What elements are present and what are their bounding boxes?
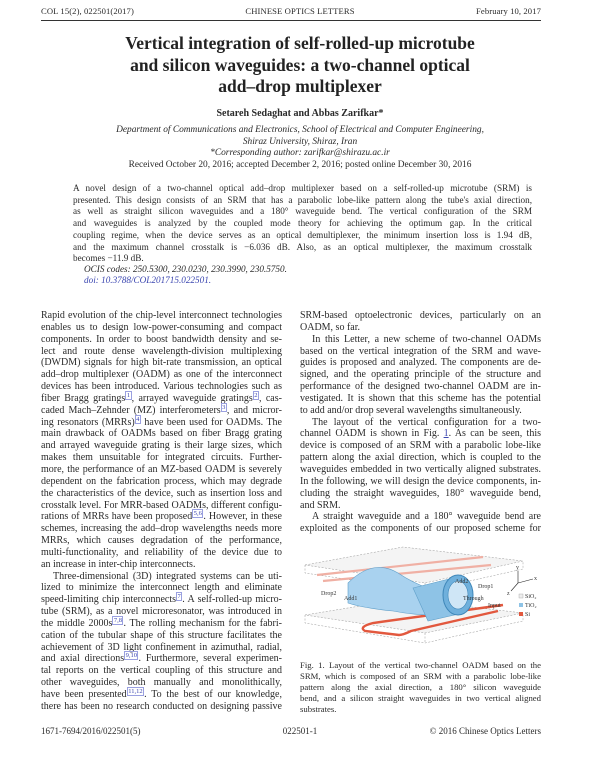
text-line: tube (SRM), as a novel microresonator, was introduced in (41, 606, 282, 618)
text-line: SRM, which is composed of an SRM with a parabolic lobe-like (300, 671, 541, 681)
text-line: signed, and the operating principle of the structure and (300, 369, 541, 381)
paragraph (41, 571, 282, 713)
figure-1-oadm-layout (303, 543, 541, 648)
figure-legend (519, 594, 537, 618)
label-add2: Add2 (455, 579, 469, 585)
legend-swatch-tio2 (519, 603, 523, 607)
citation-link[interactable]: 2 (254, 391, 258, 399)
text-line: multi-functionality, and reliability of the device due to (41, 546, 282, 558)
paper-title (60, 33, 540, 98)
text-line: crosstalk level. For MRR-based OADMs, different configu- (41, 499, 282, 511)
citation-link[interactable]: 4 (136, 415, 140, 423)
text-line: to add and/or drop several wavelengths simultaneously. (300, 404, 522, 416)
text-line: OADM, so far. (300, 321, 360, 333)
text-line: Rapid evolution of the chip-level interconnect technologies (41, 310, 282, 321)
header-journal: CHINESE OPTICS LETTERS (245, 6, 355, 16)
right-column-body (300, 310, 541, 535)
text-line: and waveguides is analyzed by the coupled mode theory for achieving the optimum gap. In the critical (73, 218, 532, 229)
text-line: schemes, increasing the add–drop wavelengths needs more (41, 523, 282, 535)
text-line: as well as straight silicon waveguides and a 180° waveguide bend. The vertical configuration of the SRM (73, 206, 532, 217)
citation-link[interactable]: 11,12 (128, 688, 143, 695)
paragraph (300, 511, 541, 535)
label-drop2: Drop2 (321, 591, 337, 597)
axis-label-x: x (534, 576, 537, 582)
text-line: dependent on the fabrication process, which may degrade (41, 475, 282, 487)
title-line: Vertical integration of self-rolled-up microtube (125, 33, 475, 53)
text-line: fiber Bragg gratings $^1$ , arrayed waveguide gratings $^2$ , cas- (41, 391, 282, 404)
text-line: and the maximum channel crosstalk is −6.036 dB. Also, as an optical multiplexer, the maximum crosstalk (73, 241, 532, 252)
citation-link[interactable]: 9,10 (125, 652, 137, 660)
text-line: cation of the tubular shape of this structure facilitates the (41, 629, 282, 641)
corresponding-author: *Corresponding author: zarifkar@shirazu.ac.ir (210, 148, 390, 159)
label-drop1: Drop1 (478, 584, 494, 590)
left-column-body (41, 310, 282, 713)
text-line: MRRs, which causes degradation of the performance, (41, 535, 282, 547)
legend-sio2: SiO₂ (525, 594, 537, 600)
text-line: Three-dimensional (3D) integrated systems can be uti- (53, 570, 282, 582)
coordinate-axes (511, 571, 533, 591)
doi-link[interactable]: doi: 10.3788/COL201715.022501. (84, 275, 212, 285)
legend-swatch-sio2 (519, 594, 523, 598)
ocis-codes: OCIS codes: 250.5300, 230.0230, 230.3990, 230.5750. (84, 264, 287, 274)
text-line: rations of MRRs have been proposed $^{5,6}$ . However, in these (41, 510, 282, 523)
footer-page-number: 022501-1 (282, 726, 318, 736)
figure-link[interactable]: 1 (443, 428, 449, 440)
text-line: achievement of 3D light confinement in azimuthal, radial, (41, 641, 282, 653)
citation-link[interactable]: 3 (222, 403, 226, 411)
text-line: speed-limiting chip interconnects $^7$ . A self-rolled-up micro- (41, 593, 282, 606)
text-line: cluding the straight waveguides, 180° waveguide bend, (300, 487, 541, 499)
legend-tio2: TiO₂ (525, 603, 537, 609)
paragraph (41, 310, 282, 571)
label-through: Through (463, 596, 484, 602)
text-line: ing resonators (MRRs) $^4$ have been used for OADMs. The (41, 415, 282, 428)
legend-si: Si (525, 612, 531, 618)
text-line: other waveguides, both manually and monolithically, (41, 677, 282, 689)
text-line: A straight waveguide and a 180° waveguide bend are (312, 511, 541, 523)
text-line: an increase in inter-chip interconnects. (41, 558, 196, 570)
text-line: guides is proposed and analyzed. The components are de- (300, 357, 541, 369)
text-line: more, the performance of an MZ-based OADM is severely (41, 463, 282, 475)
text-line: device is composed of an SRM with a parabolic lobe-like (300, 440, 541, 452)
header-date: February 10, 2017 (476, 6, 541, 16)
text-line: lized to minimize the interconnect length and eliminate (41, 582, 282, 594)
text-line: Fig. 1. Layout of the vertical two-channel OADM based on the (300, 660, 541, 670)
label-add1: Add1 (344, 596, 358, 602)
text-line: have been presented $^{11,12}$ . To the best of our knowledge, (41, 688, 282, 700)
text-line: the characteristics of the device, such as insertion loss and (41, 487, 282, 499)
text-line: A novel design of a two-channel optical add–drop multiplexer based on a self-rolled-up microtube (SRM) is (73, 183, 532, 193)
text-line: pattern along the axial direction, a 180° silicon waveguide (300, 682, 541, 692)
title-line: add–drop multiplexer (218, 76, 382, 96)
paragraph (300, 417, 541, 512)
text-line: becomes −11.9 dB. (73, 253, 144, 264)
citation-link[interactable]: 1 (126, 391, 131, 399)
text-line: pattern along the axial direction, which is coupled to the (300, 452, 541, 464)
abstract (73, 183, 532, 265)
text-line: add–drop multiplexer (OADM) as one of the interconnect (41, 369, 282, 381)
figure-1-caption (300, 660, 541, 715)
text-line: In this Letter, a new scheme of two-channel OADMs (312, 333, 541, 345)
header-citation: COL 15(2), 022501(2017) (41, 6, 134, 16)
header-rule (41, 20, 541, 21)
text-line: components. In order to boost bandwidth density and se- (41, 333, 282, 345)
text-line: and SRM. (300, 499, 341, 511)
authors: Setareh Sedaghat and Abbas Zarifkar* (216, 108, 384, 119)
text-line: waveguides embedded in two vertically aligned substrates. (300, 463, 541, 475)
affiliation (0, 125, 600, 160)
axis-label-y: y (516, 565, 519, 571)
text-line: lect and route dense wavelength-division multiplexing (41, 345, 282, 357)
text-line: presented. This design consists of an SRM that has a parabolic lobe-like pattern along the tube's axial direction, (73, 194, 532, 205)
paragraph (300, 334, 541, 417)
text-line: and arrayed waveguide grating is their large sizes, which (41, 440, 282, 452)
text-line: devices has been introduced. Various technologies such as (41, 381, 282, 393)
text-line: In the following, we will design the device components, in- (300, 475, 541, 487)
legend-swatch-si (519, 612, 523, 616)
citation-link[interactable]: 7 (177, 593, 181, 601)
affiliation-line: Shiraz University, Shiraz, Iran (242, 136, 358, 147)
text-line: there has been no research conducted on designing passive (41, 700, 282, 712)
text-line: based on the vertical integration of the SRM and wave- (300, 345, 541, 357)
text-line: (DWDM) signals for high bit-rate transmission, an optical (41, 357, 282, 369)
text-line: and axial directions $^{9,10}$ . Furthermore, several experimen- (41, 652, 282, 665)
text-line: substrates. (300, 704, 337, 714)
footer-copyright: © 2016 Chinese Optics Letters (429, 726, 541, 736)
text-line: The layout of the vertical configuration for a two- (312, 416, 541, 428)
affiliation-line: Department of Communications and Electronics, School of Electrical and Computer Engineering, (116, 125, 484, 135)
text-line: bend, and a silicon straight waveguides in two vertical aligned (300, 693, 541, 703)
text-line: channel OADM is shown in Fig. 1. As can be seen, this (300, 428, 541, 440)
text-line: exploited as the components of our proposed scheme for (300, 523, 541, 535)
label-input: Input (488, 603, 501, 609)
text-line: caded Mach–Zehnder (MZ) interferometers $^3$ , and micror- (41, 403, 282, 416)
citation-link[interactable]: 5,6 (193, 510, 202, 518)
footer-issn: 1671-7694/2016/022501(5) (41, 726, 141, 736)
received-dates: Received October 20, 2016; accepted December 2, 2016; posted online December 30, 2016 (128, 160, 472, 170)
axis-label-z: z (507, 591, 510, 597)
paragraph (300, 310, 541, 334)
text-line: vestigated. It is shown that this scheme has the potential (300, 392, 541, 404)
text-line: enables us to design low-power-consuming and compact (41, 321, 282, 333)
text-line: SRM-based optoelectronic devices, particularly on an (300, 310, 541, 321)
title-line: and silicon waveguides: a two-channel optical (130, 54, 470, 75)
text-line: performance of the designed two-channel OADM are in- (300, 381, 541, 393)
text-line: main drawback of OADMs based on fiber Bragg grating (41, 428, 282, 440)
text-line: coupling regime, when the device serves as an optical demultiplexer, the minimum insertion loss is 1.94 dB, (73, 229, 532, 240)
text-line: makes them unsuitable for integrated circuits. Further- (41, 452, 282, 464)
text-line: the middle 2000s $^{7,8}$ . The rolling mechanism for the fabri- (41, 616, 282, 629)
text-line: tal reports on the vertical coupling of this structure and (41, 665, 282, 677)
citation-link[interactable]: 7,8 (113, 616, 122, 624)
